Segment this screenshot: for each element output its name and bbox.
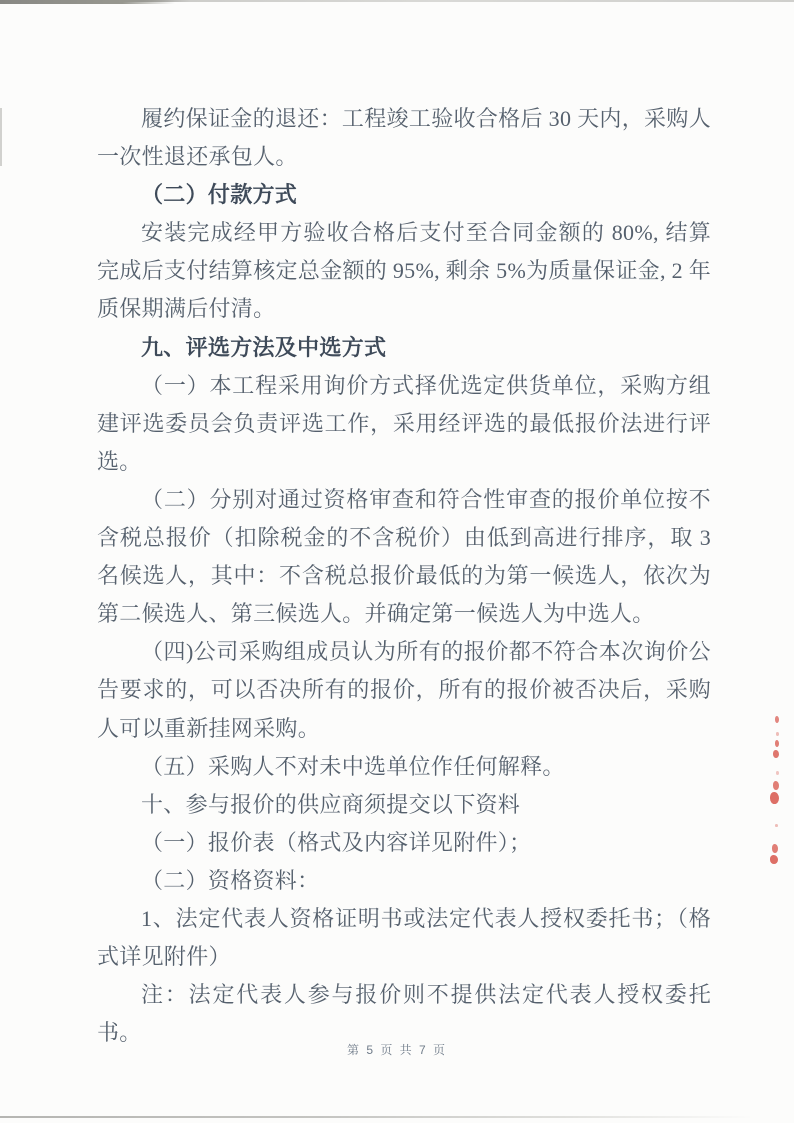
red-stamp-fragment (773, 781, 779, 790)
red-stamp-fragment (772, 844, 778, 853)
paragraph-evaluation-1: （一）本工程采用询价方式择优选定供货单位，采购方组建评选委员会负责评选工作，采用经评选的最低报价法进行评选。 (97, 372, 711, 474)
red-stamp-fragment (770, 792, 779, 804)
red-stamp-fragment (770, 855, 778, 864)
red-stamp-fragment (776, 732, 779, 736)
paragraph-evaluation-4: （四)公司采购组成员认为所有的报价都不符合本次询价公告要求的，可以否决所有的报价，所有的报价被否决后，采购人可以重新挂网采购。 (97, 639, 711, 741)
scan-edge-top-dark (0, 0, 175, 4)
paragraph-qualification: （二）资格资料： (141, 867, 320, 893)
page-number-footer: 第 5 页 共 7 页 (346, 1043, 448, 1057)
paragraph-note: 注：法定代表人参与报价则不提供法定代表人授权委托书。 (97, 982, 711, 1046)
document-body (97, 100, 711, 1052)
paragraph-bond-refund: 履约保证金的退还：工程竣工验收合格后 30 天内，采购人一次性退还承包人。 (97, 106, 711, 170)
red-stamp-fragment (775, 716, 779, 723)
red-stamp-fragment (775, 740, 779, 747)
red-stamp-fragment (775, 824, 778, 827)
paragraph-payment-terms: 安装完成经甲方验收合格后支付至合同金额的 80%, 结算完成后支付结算核定总金额的 95%, 剩余 5%为质量保证金, 2 年质保期满后付清。 (97, 220, 711, 322)
scan-edge-bottom (0, 1116, 794, 1118)
paragraph-evaluation-5: （五）采购人不对未中选单位作任何解释。 (141, 753, 565, 779)
section-heading-evaluation-method: 九、评选方法及中选方式 (141, 334, 387, 360)
section-heading-payment-method: （二）付款方式 (141, 182, 298, 208)
paragraph-quotation-form: （一）报价表（格式及内容详见附件）； (141, 829, 532, 855)
paragraph-evaluation-2: （二）分别对通过资格审查和符合性审查的报价单位按不含税总报价（扣除税金的不含税价）由低到高进行排序，取 3 名候选人，其中：不含税总报价最低的为第一候选人，依次为第二候选人、第三候选人。并确定第一候选人为中选人。 (97, 486, 711, 627)
red-stamp-fragment (773, 750, 779, 758)
paragraph-required-documents: 十、参与报价的供应商须提交以下资料 (141, 791, 521, 817)
paragraph-legal-rep-cert: 1、法定代表人资格证明书或法定代表人授权委托书；（格式详见附件） (97, 905, 711, 970)
scan-edge-left (0, 108, 2, 166)
red-stamp-fragment (776, 771, 779, 775)
